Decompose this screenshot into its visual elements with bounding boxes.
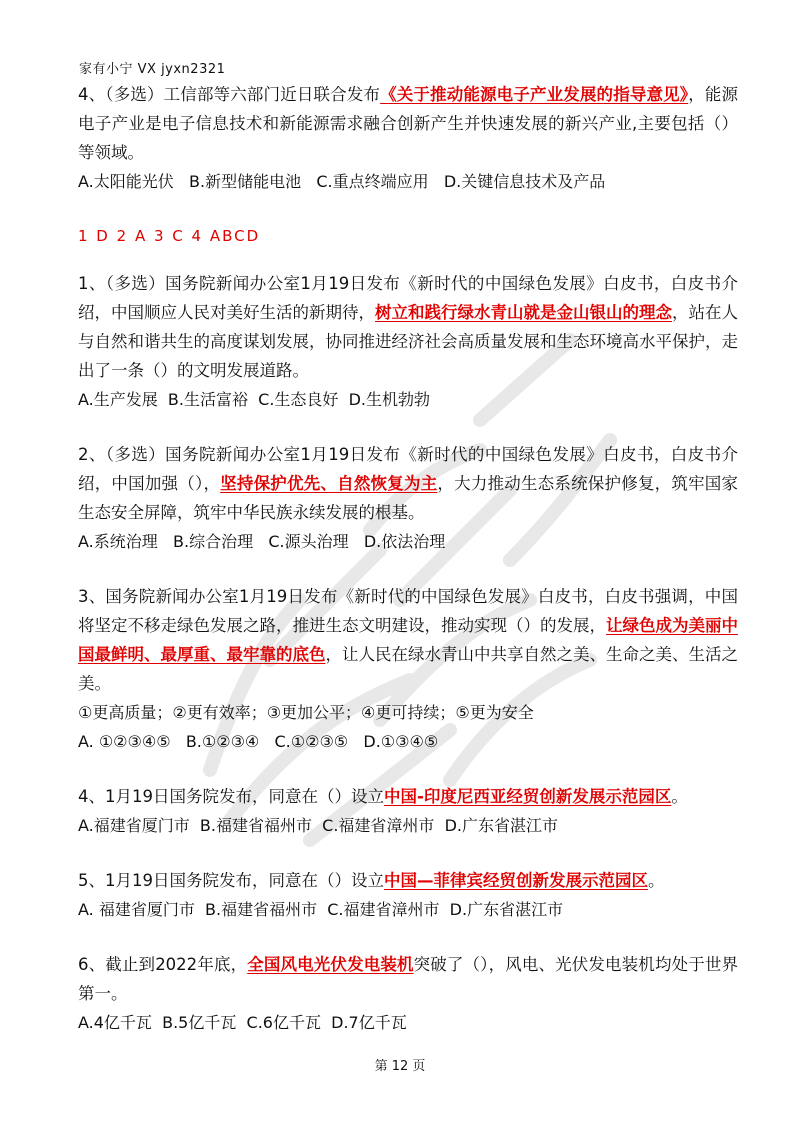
question-options: A.福建省厦门市 B.福建省福州市 C.福建省漳州市 D.广东省湛江市 <box>78 816 558 835</box>
question-text <box>78 582 738 698</box>
question-suffix: 。 <box>648 871 665 890</box>
question-suffix: 突破了（），风电、光伏发电装机均处于世界第一。 <box>78 955 739 1003</box>
question-4 <box>78 782 738 840</box>
question-highlight: 中国-印度尼西亚经贸创新发展示范园区 <box>384 787 672 806</box>
question-prefix: 4、1月19日国务院发布，同意在（）设立 <box>78 787 384 806</box>
question-prefix: 3、国务院新闻办公室1月19日发布《新时代的中国绿色发展》白皮书，白皮书强调，中国将坚定不移走绿色发展之路，推进生态文明建设，推动实现（）的发展， <box>78 587 738 635</box>
intro-question <box>78 80 738 196</box>
question-highlight: 坚持保护优先、自然恢复为主 <box>220 474 438 493</box>
question-options: A.4亿千瓦 B.5亿千瓦 C.6亿千瓦 D.7亿千瓦 <box>78 1013 407 1032</box>
question-options: A.系统治理 B.综合治理 C.源头治理 D.依法治理 <box>78 532 446 551</box>
question-options: A.太阳能光伏 B.新型储能电池 C.重点终端应用 D.关键信息技术及产品 <box>78 172 606 191</box>
page-header: 家有小宁 VX jyxn2321 <box>79 62 226 77</box>
question-prefix: 1、（多选）国务院新闻办公室1月19日发布《新时代的中国绿色发展》白皮书，白皮书介绍，中国顺应人民对美好生活的新期待， <box>78 274 738 322</box>
question-5 <box>78 866 738 924</box>
question-choices-list: ①更高质量；②更有效率；③更加公平；④更可持续；⑤更为安全 <box>78 703 534 722</box>
question-options: A.生产发展 B.生活富裕 C.生态良好 D.生机勃勃 <box>78 390 430 409</box>
question-highlight: 树立和践行绿水青山就是金山银山的理念 <box>375 303 672 322</box>
answer-key: 1 D 2 A 3 C 4 ABCD <box>78 227 261 245</box>
question-highlight: 全国风电光伏发电装机 <box>247 955 414 974</box>
question-highlight: 让绿色成为美丽中国最鲜明、最厚重、最牢靠的底色 <box>78 616 738 664</box>
page-number: 第 12 页 <box>374 1059 426 1074</box>
question-text <box>78 950 738 1008</box>
question-suffix: 。 <box>671 787 688 806</box>
question-prefix: 2、（多选）国务院新闻办公室1月19日发布《新时代的中国绿色发展》白皮书，白皮书介绍，中国加强（）， <box>78 445 738 493</box>
question-highlight: 中国—菲律宾经贸创新发展示范园区 <box>384 871 648 890</box>
question-text <box>78 440 738 527</box>
question-text <box>78 866 738 895</box>
question-highlight: 《关于推动能源电子产业发展的指导意见》 <box>380 85 689 104</box>
question-text <box>78 782 738 811</box>
question-text <box>78 269 738 385</box>
question-3 <box>78 582 738 756</box>
question-suffix: ，能源电子产业是电子信息技术和新能源需求融合创新产生并快速发展的新兴产业,主要包括（）等领域。 <box>78 85 739 162</box>
page-content <box>78 80 738 1063</box>
question-suffix: ，站在人与自然和谐共生的高度谋划发展，协同推进经济社会高质量发展和生态环境高水平保护，走出了一条（）的文明发展道路。 <box>78 303 738 380</box>
question-options: A. 福建省厦门市 B.福建省福州市 C.福建省漳州市 D.广东省湛江市 <box>78 900 564 919</box>
question-prefix: 5、1月19日国务院发布，同意在（）设立 <box>78 871 384 890</box>
question-suffix: ，让人民在绿水青山中共享自然之美、生命之美、生活之美。 <box>78 645 738 693</box>
question-prefix: 6、截止到2022年底， <box>78 955 248 974</box>
question-2 <box>78 440 738 556</box>
question-suffix: ，大力推动生态系统保护修复，筑牢国家生态安全屏障，筑牢中华民族永续发展的根基。 <box>78 474 739 522</box>
question-prefix: 4、（多选）工信部等六部门近日联合发布 <box>78 85 381 104</box>
question-text <box>78 80 738 167</box>
question-6 <box>78 950 738 1037</box>
question-1 <box>78 269 738 414</box>
question-options: A. ①②③④⑤ B.①②③④ C.①②③⑤ D.①③④⑤ <box>78 732 439 751</box>
